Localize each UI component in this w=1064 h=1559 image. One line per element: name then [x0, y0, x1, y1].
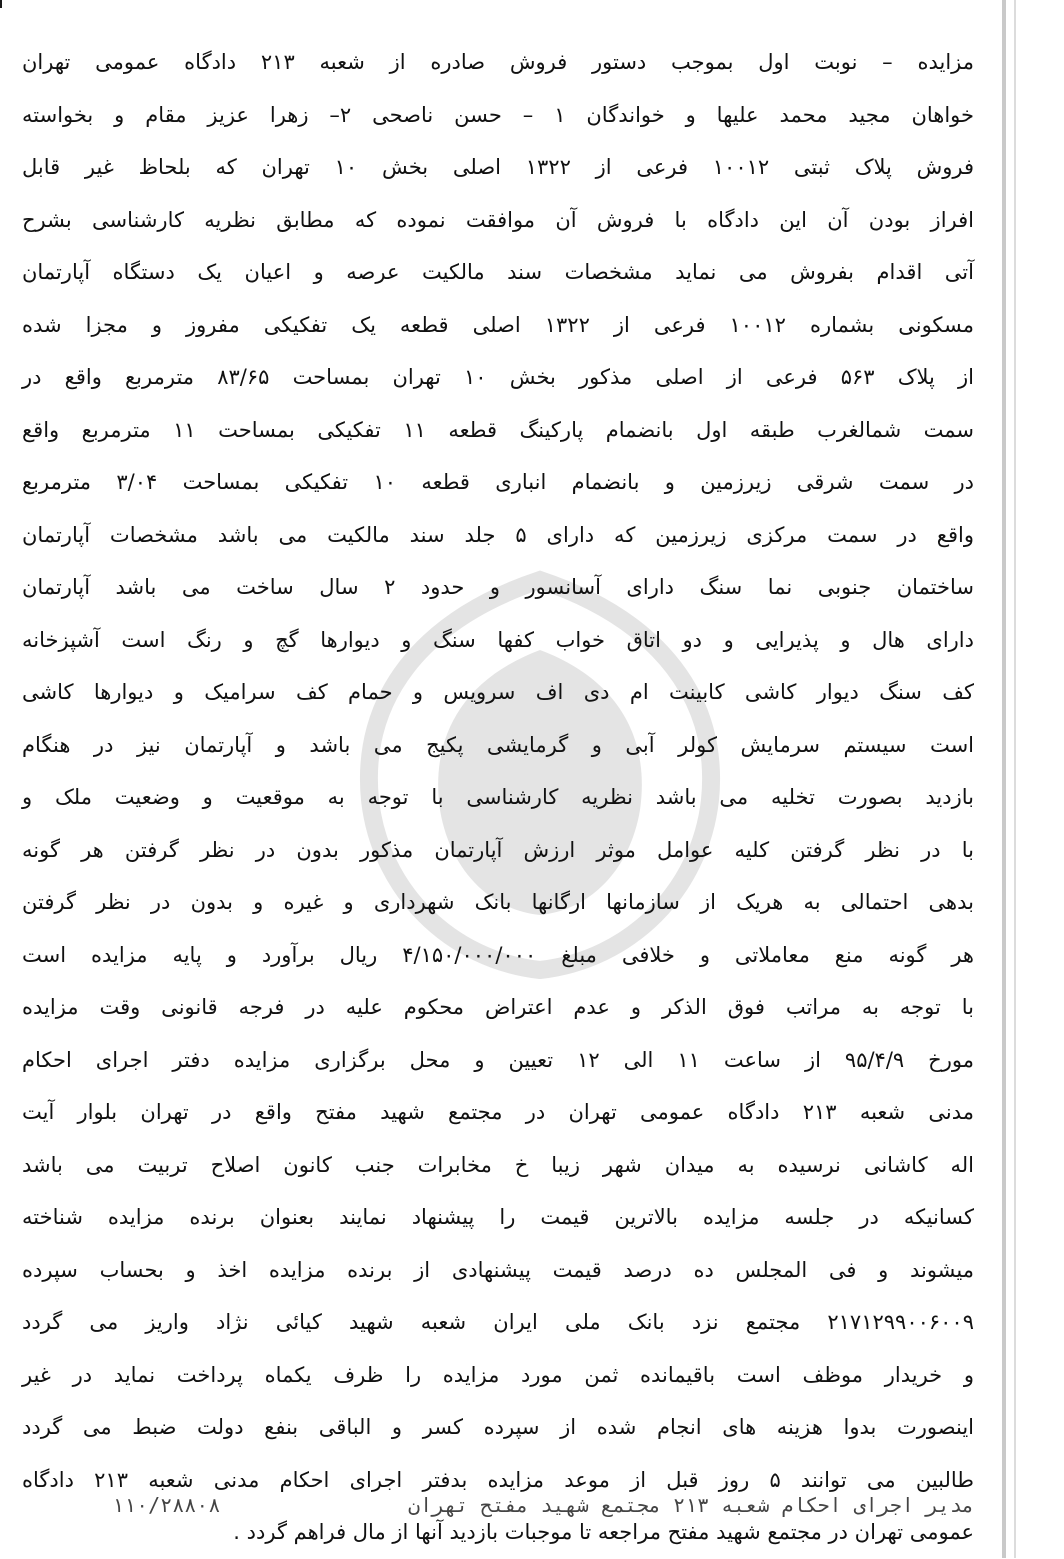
- notice-line: هر گونه منع معاملاتی و خلافی مبلغ ۴/۱۵۰/۰۰۰/۰۰۰ ریال برآورد و پایه مزایده است: [22, 942, 974, 967]
- right-page-border: [1002, 0, 1006, 1558]
- notice-line: ساختمان جنوبی نما سنگ دارای آسانسور و حدود ۲ سال ساخت می باشد آپارتمان: [22, 575, 974, 599]
- notice-line: است سیستم سرمایش کولر آبی و گرمایشی پکیج می باشد و آپارتمان نیز در هنگام: [22, 732, 974, 757]
- auction-notice-body: [22, 36, 974, 1559]
- notice-line: اله کاشانی نرسیده به میدان شهر زیبا خ مخابرات جنب کانون اصلاح تربیت می باشد: [22, 1152, 974, 1177]
- notice-line: کسانیکه در جلسه مزایده بالاترین قیمت را پیشنهاد نمایند بعنوان برنده مزایده شناخته: [22, 1205, 974, 1229]
- notice-line: ۲۱۷۱۲۹۹۰۰۶۰۰۹ مجتمع نزد بانک ملی ایران شعبه شهید کیائی نژاد واریز می گردد: [22, 1310, 974, 1334]
- notice-line: با توجه به مراتب فوق الذکر و عدم اعتراض محکوم علیه در فرجه قانونی وقت مزایده: [22, 995, 974, 1019]
- issuer-signature: مدیر اجرای احکام شعبه ۲۱۳ مجتمع شهید مفتح تهران: [408, 1493, 974, 1517]
- notice-line: بدهی احتمالی به هریک از سازمانها ارگانها بانک شهرداری و غیره و بدون در نظر گرفتن: [22, 890, 974, 914]
- notice-line: و خریدار موظف است باقیمانده ثمن مورد مزایده را ظرف یکماه پرداخت نماید در غیر: [22, 1362, 974, 1387]
- notice-line: آتی اقدام بفروش می نماید مشخصات سند مالکیت عرصه و اعیان یک دستگاه آپارتمان: [22, 260, 974, 284]
- notice-line: مزایده – نوبت اول بموجب دستور فروش صادره از شعبه ۲۱۳ دادگاه عمومی تهران: [22, 50, 974, 74]
- notice-line: با در نظر گرفتن کلیه عوامل موثر ارزش آپارتمان مذکور بدون در نظر گرفتن هر گونه: [22, 837, 974, 862]
- notice-line: سمت شمالغرب طبقه اول بانضمام پارکینگ قطعه ۱۱ تفکیکی بمساحت ۱۱ مترمربع واقع: [22, 417, 975, 442]
- notice-line: کف سنگ دیوار کاشی کابینت ام دی اف سرویس و حمام کف سرامیک و دیوارها کاشی: [22, 680, 974, 704]
- notice-line: میشوند و فی المجلس ده درصد قیمت پیشنهادی از برنده مزایده اخذ و بحساب سپرده: [22, 1257, 974, 1282]
- notice-line: خواهان مجید محمد علیها و خواندگان ۱ – حسن ناصحی ۲– زهرا عزیز مقام و بخواسته: [22, 102, 975, 127]
- notice-line: واقع در سمت مرکزی زیرزمین که دارای ۵ جلد سند مالکیت می باشد مشخصات آپارتمان: [22, 522, 974, 547]
- notice-line: دارای هال و پذیرایی و دو اتاق خواب کفها سنگ و دیوارها گچ و رنگ است آشپزخانه: [22, 627, 974, 652]
- notice-line: در سمت شرقی زیرزمین و بانضمام انباری قطعه ۱۰ تفکیکی بمساحت ۳/۰۴ مترمربع: [22, 470, 974, 494]
- notice-line: افراز بودن آن این دادگاه با فروش آن موافقت نموده که مطابق نظریه کارشناسی بشرح: [22, 207, 974, 232]
- notice-line: مسکونی بشماره ۱۰۰۱۲ فرعی از ۱۳۲۲ اصلی قطعه یک تفکیکی مفروز و مجزا شده: [22, 312, 974, 337]
- top-frame-border: [0, 0, 1004, 8]
- notice-line: مورخ ۹۵/۴/۹ از ساعت ۱۱ الی ۱۲ تعیین و محل برگزاری مزایده دفتر اجرای احکام: [22, 1047, 974, 1072]
- notice-line: بازدید بصورت تخلیه می باشد نظریه کارشناسی با توجه به موقعیت و وضعیت ملک و: [22, 785, 974, 809]
- notice-line: اینصورت بدوا هزینه های انجام شده از سپرده کسر و الباقی بنفع دولت ضبط می گردد: [22, 1415, 974, 1439]
- notice-line: فروش پلاک ثبتی ۱۰۰۱۲ فرعی از ۱۳۲۲ اصلی بخش ۱۰ تهران که بلحاظ غیر قابل: [22, 155, 975, 179]
- right-page-edge: [1014, 0, 1016, 1558]
- reference-number: ۱۱۰/۲۸۸۰۸: [112, 1493, 221, 1517]
- signature-row: [22, 1482, 974, 1528]
- notice-line: عمومی تهران در مجتمع شهید مفتح مراجعه تا موجبات بازدید آنها از مال فراهم گردد .: [233, 1520, 974, 1544]
- notice-line: طالبین می توانند ۵ روز قبل از موعد مزایده بدفتر اجرای احکام مدنی شعبه ۲۱۳ دادگاه: [22, 1467, 974, 1492]
- notice-line: مدنی شعبه ۲۱۳ دادگاه عمومی تهران در مجتمع شهید مفتح واقع در تهران بلوار آیت: [22, 1100, 974, 1124]
- notice-line: از پلاک ۵۶۳ فرعی از اصلی مذکور بخش ۱۰ تهران بمساحت ۸۳/۶۵ مترمربع واقع در: [22, 365, 974, 389]
